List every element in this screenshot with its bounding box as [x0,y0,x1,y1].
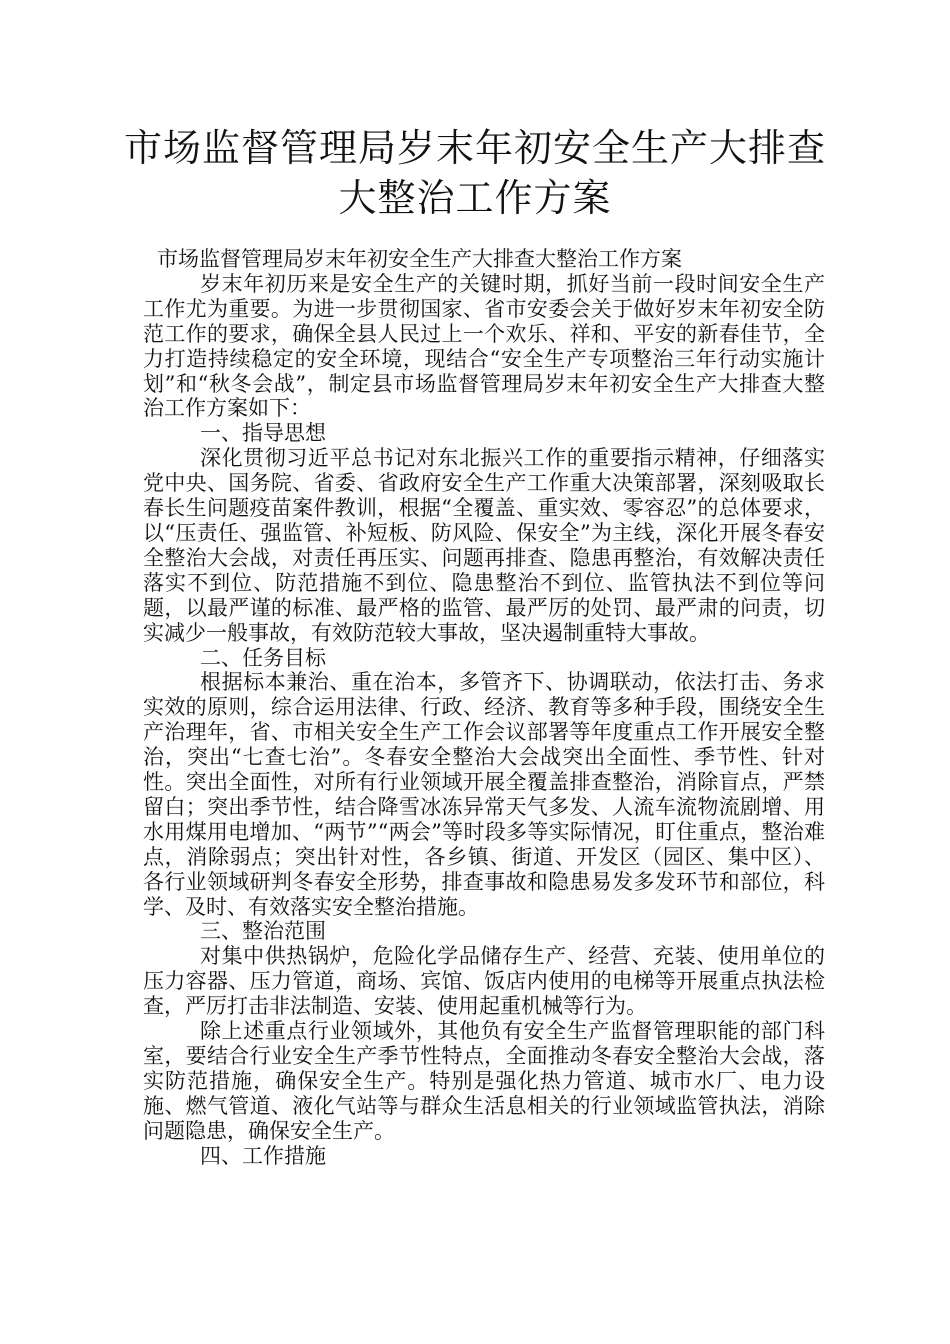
section-heading-work-measures: 四、工作措施 [200,1143,326,1168]
title-line-2: 大整治工作方案 [338,176,612,220]
document-body [143,247,825,1169]
title-line-1: 市场监督管理局岁末年初安全生产大排查 [123,126,826,170]
section-paragraph-scope-1: 对集中供热锅炉，危险化学品储存生产、经营、充装、使用单位的压力容器、压力管道，商场、宾馆、饭店内使用的电梯等开展重点执法检查，严厉打击非法制造、安装、使用起重机械等行为。 [143,944,825,1019]
section-heading-task-goals: 二、任务目标 [200,645,326,670]
section-paragraph-scope-2: 除上述重点行业领域外，其他负有安全生产监督管理职能的部门科室，要结合行业安全生产季节性特点，全面推动冬春安全整治大会战，落实防范措施，确保安全生产。特别是强化热力管道、城市水厂、电力设施、燃气管道、液化气站等与群众生活息相关的行业领域监管执法，消除问题隐患，确保安全生产。 [143,1019,825,1143]
section-paragraph-guiding-ideology: 深化贯彻习近平总书记对东北振兴工作的重要指示精神，仔细落实党中央、国务院、省委、省政府安全生产工作重大决策部署，深刻吸取长春长生问题疫苗案件教训，根据“全覆盖、重实效、零容忍”的总体要求，以“压责任、强监管、补短板、防风险、保安全”为主线，深化开展冬春安全整治大会战，对责任再压实、问题再排查、隐患再整治，有效解决责任落实不到位、防范措施不到位、隐患整治不到位、监管执法不到位等问题，以最严谨的标准、最严格的监管、最严厉的处罚、最严肃的问责，切实减少一般事故，有效防范较大事故，坚决遏制重特大事故。 [143,446,825,645]
section-heading-scope: 三、整治范围 [200,919,326,944]
document-title [0,123,950,223]
document-subtitle: 市场监督管理局岁末年初安全生产大排查大整治工作方案 [157,247,682,271]
section-paragraph-task-goals: 根据标本兼治、重在治本，多管齐下、协调联动，依法打击、务求实效的原则，综合运用法律、行政、经济、教育等多种手段，围绕安全生产治理年，省、市相关安全生产工作会议部署等年度重点工作开展安全整治，突出“七查七治”。冬春安全整治大会战突出全面性、季节性、针对性。突出全面性，对所有行业领域开展全覆盖排查整治，消除盲点，严禁留白；突出季节性，结合降雪冰冻异常天气多发、人流车流物流剧增、用水用煤用电增加、“两节”“两会”等时段多等实际情况，盯住重点，整治难点，消除弱点；突出针对性，各乡镇、街道、开发区（园区、集中区）、各行业领域研判冬春安全形势，排查事故和隐患易发多发环节和部位，科学、及时、有效落实安全整治措施。 [143,670,825,919]
section-heading-guiding-ideology: 一、指导思想 [200,421,326,446]
intro-paragraph: 岁末年初历来是安全生产的关键时期，抓好当前一段时间安全生产工作尤为重要。为进一步贯彻国家、省市安委会关于做好岁末年初安全防范工作的要求，确保全县人民过上一个欢乐、祥和、平安的新春佳节，全力打造持续稳定的安全环境，现结合“安全生产专项整治三年行动实施计划”和“秋冬会战”，制定县市场监督管理局岁末年初安全生产大排查大整治工作方案如下： [143,271,825,421]
